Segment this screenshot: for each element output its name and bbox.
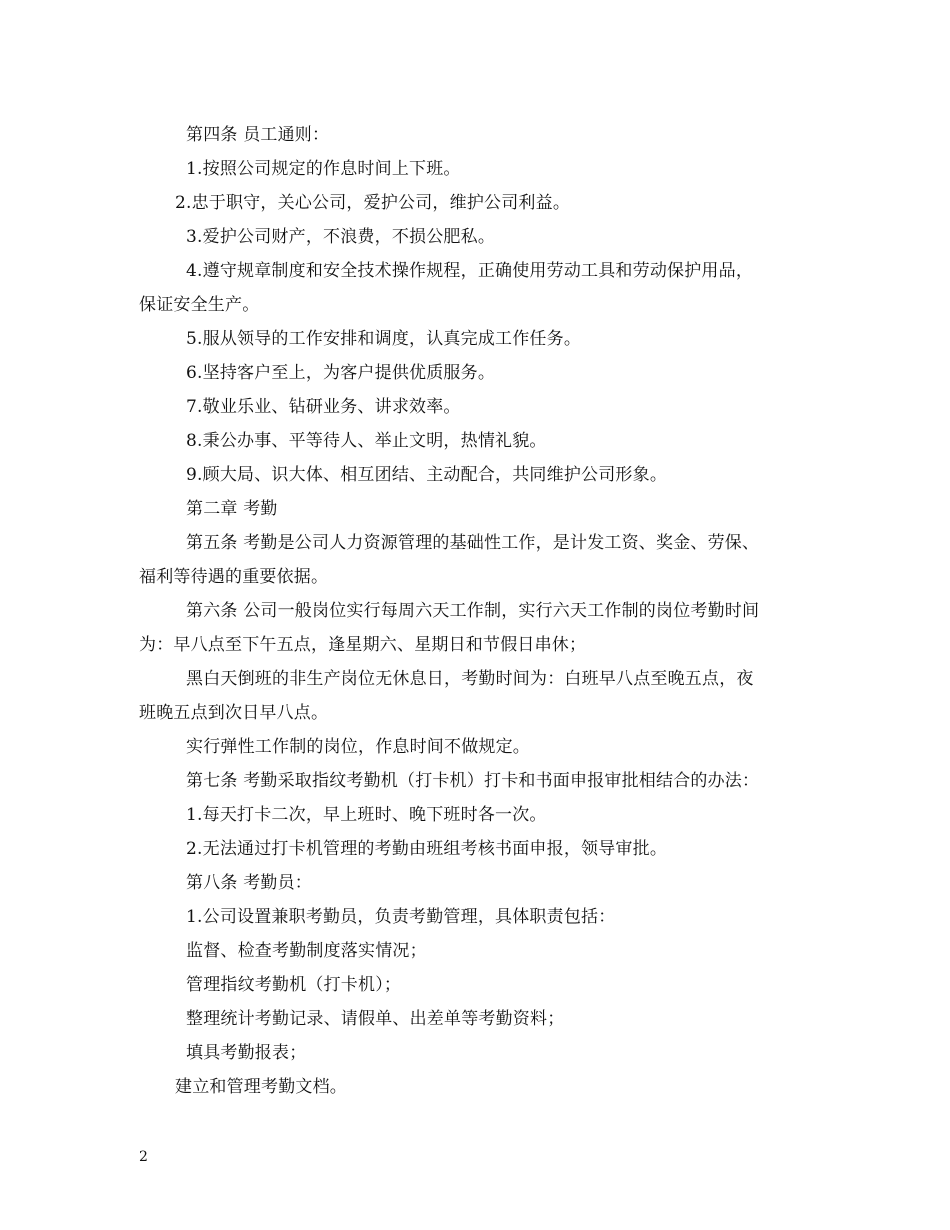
paragraph-line: 1.每天打卡二次，早上班时、晚下班时各一次。 [186, 805, 547, 825]
paragraph-line: 管理指纹考勤机（打卡机）； [186, 975, 402, 995]
article-5-line: 第五条 考勤是公司人力资源管理的基础性工作，是计发工资、奖金、劳保、 [186, 533, 760, 553]
article-7-line: 第七条 考勤采取指纹考勤机（打卡机）打卡和书面申报审批相结合的办法： [186, 771, 760, 791]
paragraph-line: 黑白天倒班的非生产岗位无休息日，考勤时间为：白班早八点至晚五点，夜 [186, 669, 754, 689]
paragraph-line: 7.敬业乐业、钻研业务、讲求效率。 [186, 397, 461, 417]
paragraph-line: 9.顾大局、识大体、相互团结、主动配合，共同维护公司形象。 [186, 465, 668, 485]
paragraph-line: 3.爱护公司财产，不浪费，不损公肥私。 [186, 227, 496, 247]
page-number: 2 [139, 1149, 148, 1165]
paragraph-line: 为：早八点至下午五点，逢星期六、星期日和节假日串休； [139, 635, 587, 655]
article-8-heading: 第八条 考勤员： [186, 873, 313, 893]
article-6-line: 第六条 公司一般岗位实行每周六天工作制，实行六天工作制的岗位考勤时间 [186, 601, 760, 621]
paragraph-line: 6.坚持客户至上，为客户提供优质服务。 [186, 363, 496, 383]
chapter-2-heading: 第二章 考勤 [186, 499, 278, 519]
paragraph-line: 2.忠于职守，关心公司，爱护公司，维护公司利益。 [175, 193, 571, 213]
paragraph-line: 保证安全生产。 [139, 295, 260, 315]
body-text [139, 118, 819, 1104]
paragraph-line: 8.秉公办事、平等待人、举止文明，热情礼貌。 [186, 431, 547, 451]
paragraph-line: 班晚五点到次日早八点。 [139, 703, 329, 723]
paragraph-line: 1.按照公司规定的作息时间上下班。 [186, 159, 461, 179]
paragraph-line: 2.无法通过打卡机管理的考勤由班组考核书面申报，领导审批。 [186, 839, 668, 859]
paragraph-line: 1.公司设置兼职考勤员，负责考勤管理，具体职责包括： [186, 907, 616, 927]
paragraph-line: 填具考勤报表； [186, 1043, 307, 1063]
paragraph-line: 实行弹性工作制的岗位，作息时间不做规定。 [186, 737, 530, 757]
paragraph-line: 福利等待遇的重要依据。 [139, 567, 329, 587]
paragraph-line: 4.遵守规章制度和安全技术操作规程，正确使用劳动工具和劳动保护用品， [186, 261, 754, 281]
article-4-heading: 第四条 员工通则： [186, 125, 330, 145]
paragraph-line: 监督、检查考勤制度落实情况； [186, 941, 427, 961]
paragraph-line: 整理统计考勤记录、请假单、出差单等考勤资料； [186, 1009, 565, 1029]
paragraph-line: 5.服从领导的工作安排和调度，认真完成工作任务。 [186, 329, 582, 349]
paragraph-line: 建立和管理考勤文档。 [175, 1077, 347, 1097]
